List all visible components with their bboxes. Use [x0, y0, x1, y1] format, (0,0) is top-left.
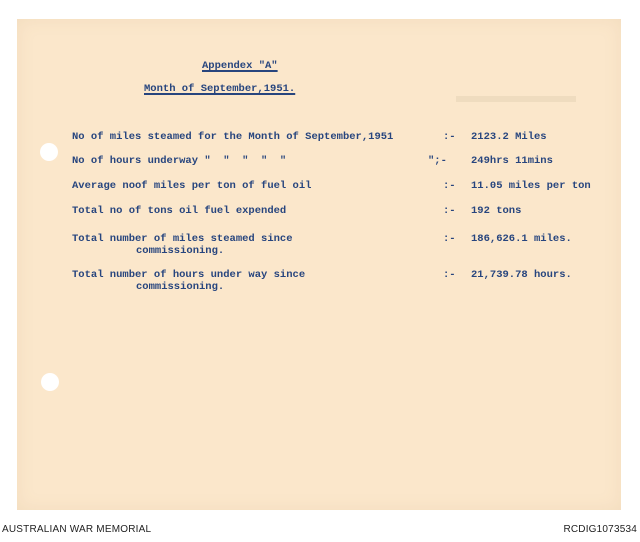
row-total-hours-separator: :-	[443, 269, 456, 281]
row-total-hours-label	[72, 269, 305, 293]
month-heading: Month of September,1951.	[144, 83, 296, 95]
appendix-title: Appendex "A"	[202, 60, 278, 72]
row-average-separator: :-	[443, 180, 456, 192]
row-total-miles-separator: :-	[443, 233, 456, 245]
row-total-hours-value: 21,739.78 hours.	[471, 269, 572, 281]
row-miles-separator: :-	[443, 131, 456, 143]
row-average-label: Average noof miles per ton of fuel oil	[72, 180, 312, 192]
row-total-miles-value: 186,626.1 miles.	[471, 233, 572, 245]
row-miles-label: No of miles steamed for the Month of September,1951	[72, 131, 394, 143]
row-total-miles-label	[72, 233, 293, 257]
row-miles-value: 2123.2 Miles	[471, 131, 547, 143]
row-fuel-label: Total no of tons oil fuel expended	[72, 205, 287, 217]
row-hours-separator: ";-	[428, 155, 447, 167]
punch-hole-top	[40, 143, 58, 161]
footer-id: RCDIG1073534	[563, 524, 637, 535]
row-total-hours-line2: commissioning.	[136, 281, 225, 293]
footer-source: AUSTRALIAN WAR MEMORIAL	[2, 524, 152, 535]
row-fuel-value: 192 tons	[471, 205, 522, 217]
faint-bleed-through	[456, 96, 576, 102]
row-total-miles-line1: Total number of miles steamed since	[72, 233, 293, 245]
punch-hole-bottom	[41, 373, 59, 391]
row-hours-label: No of hours underway " " " " "	[72, 155, 287, 167]
document-sheet	[17, 19, 621, 510]
row-total-hours-line1: Total number of hours under way since	[72, 269, 306, 281]
row-hours-value: 249hrs 11mins	[471, 155, 553, 167]
row-total-miles-line2: commissioning.	[136, 245, 225, 257]
row-fuel-separator: :-	[443, 205, 456, 217]
row-average-value: 11.05 miles per ton	[471, 180, 591, 192]
